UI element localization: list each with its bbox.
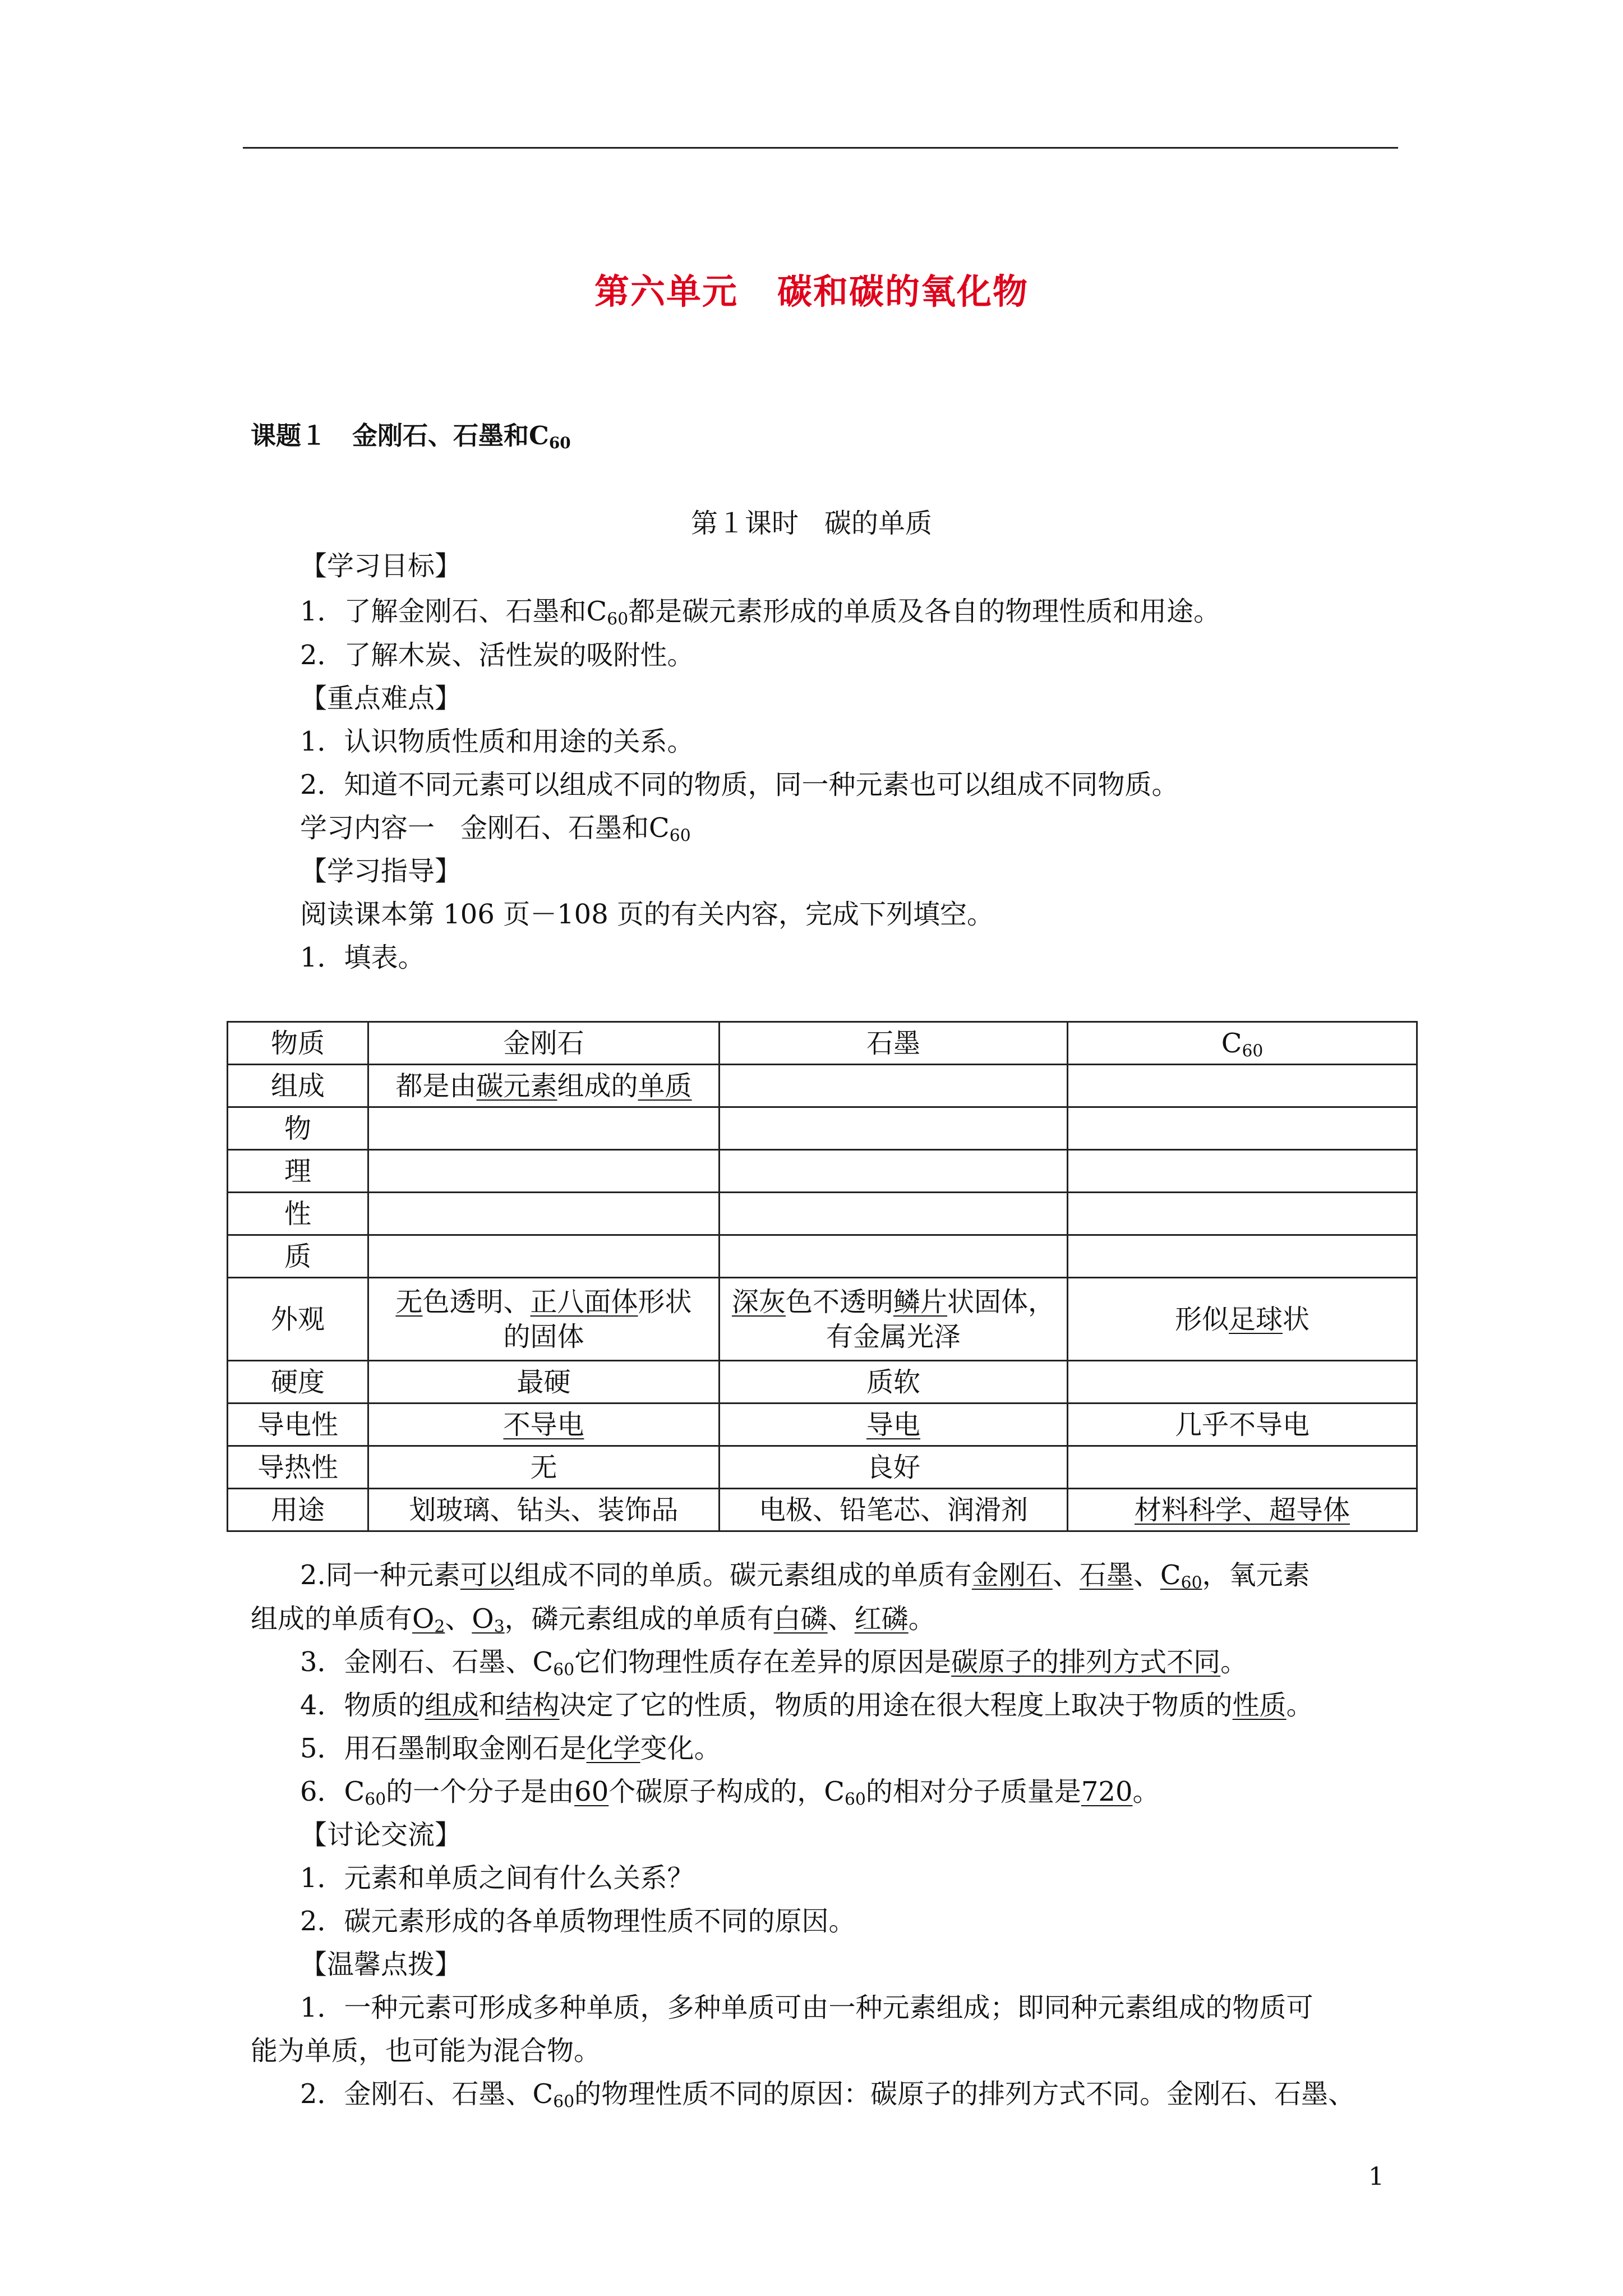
- table-row: [228, 1361, 1417, 1404]
- keypoint-item-2: 2．知道不同元素可以组成不同的物质，同一种元素也可以组成不同物质。: [300, 769, 1179, 800]
- table-cell: 良好: [720, 1446, 1068, 1489]
- table-cell: 材料科学、超导体: [1068, 1489, 1417, 1531]
- table-cell: 质: [228, 1235, 368, 1278]
- goal-item-1: 1．了解金刚石、石墨和$C_{60}$都是碳元素形成的单质及各自的物理性质和用途。: [300, 596, 1221, 629]
- table-cell: [1068, 1361, 1417, 1404]
- fill-item-5: 5．用石墨制取金刚石是化学变化。: [300, 1733, 721, 1764]
- fill-item-2-cont: 组成的单质有$O_2$、$O_3$，磷元素组成的单质有白磷、红磷。: [251, 1603, 935, 1637]
- table-row: [228, 1150, 1417, 1193]
- tip-item-2: 2．金刚石、石墨、$C_{60}$的物理性质不同的原因：碳原子的排列方式不同。金刚石、石墨、: [300, 2078, 1355, 2112]
- discuss-item-2: 2．碳元素形成的各单质物理性质不同的原因。: [300, 1906, 856, 1937]
- table-cell: 性: [228, 1193, 368, 1235]
- fill-item-3: 3．金刚石、石墨、$C_{60}$它们物理性质存在差异的原因是碳原子的排列方式不同。: [300, 1646, 1248, 1680]
- table-row: [228, 1489, 1417, 1531]
- table-row: [228, 1446, 1417, 1489]
- table-row: [228, 1107, 1417, 1150]
- fill-item-2: 2.同一种元素可以组成不同的单质。碳元素组成的单质有金刚石、石墨、$C_{60}$，氧元素: [300, 1559, 1310, 1593]
- table-cell: 理: [228, 1150, 368, 1193]
- table-cell: 无色透明、正八面体形状 的固体: [368, 1278, 720, 1361]
- discuss-heading: 【讨论交流】: [300, 1819, 462, 1851]
- table-cell: [1068, 1446, 1417, 1489]
- table-cell: $C_{60}$: [1068, 1022, 1417, 1065]
- table-cell: 几乎不导电: [1068, 1404, 1417, 1446]
- table-row: [228, 1193, 1417, 1235]
- table-row: [228, 1404, 1417, 1446]
- table-cell: 金刚石: [368, 1022, 720, 1065]
- unit-title: 第六单元 碳和碳的氧化物: [594, 271, 1029, 312]
- lesson-title: 第１课时 碳的单质: [690, 508, 933, 539]
- table-cell: 用途: [228, 1489, 368, 1531]
- table-cell: 组成: [228, 1065, 368, 1107]
- table-cell: 石墨: [720, 1022, 1068, 1065]
- table-cell: 形似足球状: [1068, 1278, 1417, 1361]
- table-cell: 划玻璃、钻头、装饰品: [368, 1489, 720, 1531]
- goal-item-2: 2．了解木炭、活性炭的吸附性。: [300, 639, 694, 671]
- page-number: 1: [1368, 2162, 1384, 2191]
- table-cell: 不导电: [368, 1404, 720, 1446]
- keypoint-item-1: 1．认识物质性质和用途的关系。: [300, 726, 694, 757]
- table-cell: 最硬: [368, 1361, 720, 1404]
- table-row: [228, 1065, 1417, 1107]
- keypoints-heading: 【重点难点】: [300, 683, 462, 714]
- table-cell: [1068, 1065, 1417, 1107]
- table-cell: 硬度: [228, 1361, 368, 1404]
- topic-title: 课题１ 金刚石、石墨和$C_{60}$: [251, 421, 571, 452]
- discuss-item-1: 1．元素和单质之间有什么关系？: [300, 1862, 694, 1894]
- guide-text: 阅读课本第 106 页－108 页的有关内容，完成下列填空。: [300, 899, 994, 930]
- tip-item-1: 1．一种元素可形成多种单质，多种单质可由一种元素组成；即同种元素组成的物质可: [300, 1992, 1313, 2023]
- table-cell: 深灰色不透明鳞片状固体， 有金属光泽: [720, 1278, 1068, 1361]
- table-cell: 导电: [720, 1404, 1068, 1446]
- table-cell: 外观: [228, 1278, 368, 1361]
- guide-heading: 【学习指导】: [300, 855, 462, 887]
- guide-task: 1．填表。: [300, 942, 425, 973]
- tips-heading: 【温馨点拨】: [300, 1949, 462, 1980]
- table-cell: 无: [368, 1446, 720, 1489]
- table-cell: 都是由碳元素组成的单质: [368, 1065, 720, 1107]
- table-row: [228, 1235, 1417, 1278]
- table-header-row: [228, 1022, 1417, 1065]
- table-row: [228, 1278, 1417, 1361]
- table-cell: 电极、铅笔芯、润滑剂: [720, 1489, 1068, 1531]
- table-cell: 导热性: [228, 1446, 368, 1489]
- tip-item-1-cont: 能为单质，也可能为混合物。: [251, 2035, 601, 2067]
- table-cell: 物质: [228, 1022, 368, 1065]
- table-cell: 质软: [720, 1361, 1068, 1404]
- table-cell: 导电性: [228, 1404, 368, 1446]
- carbon-allotropes-table: [227, 1021, 1418, 1532]
- content-heading: 学习内容一 金刚石、石墨和$C_{60}$: [300, 812, 691, 846]
- fill-item-4: 4．物质的组成和结构决定了它的性质，物质的用途在很大程度上取决于物质的性质。: [300, 1690, 1313, 1721]
- goals-heading: 【学习目标】: [300, 550, 462, 582]
- table-cell: [720, 1065, 1068, 1107]
- table-cell: 物: [228, 1107, 368, 1150]
- header-rule: [243, 147, 1398, 149]
- fill-item-6: 6．$C_{60}$的一个分子是由60个碳原子构成的，$C_{60}$的相对分子质量是720。: [300, 1776, 1160, 1810]
